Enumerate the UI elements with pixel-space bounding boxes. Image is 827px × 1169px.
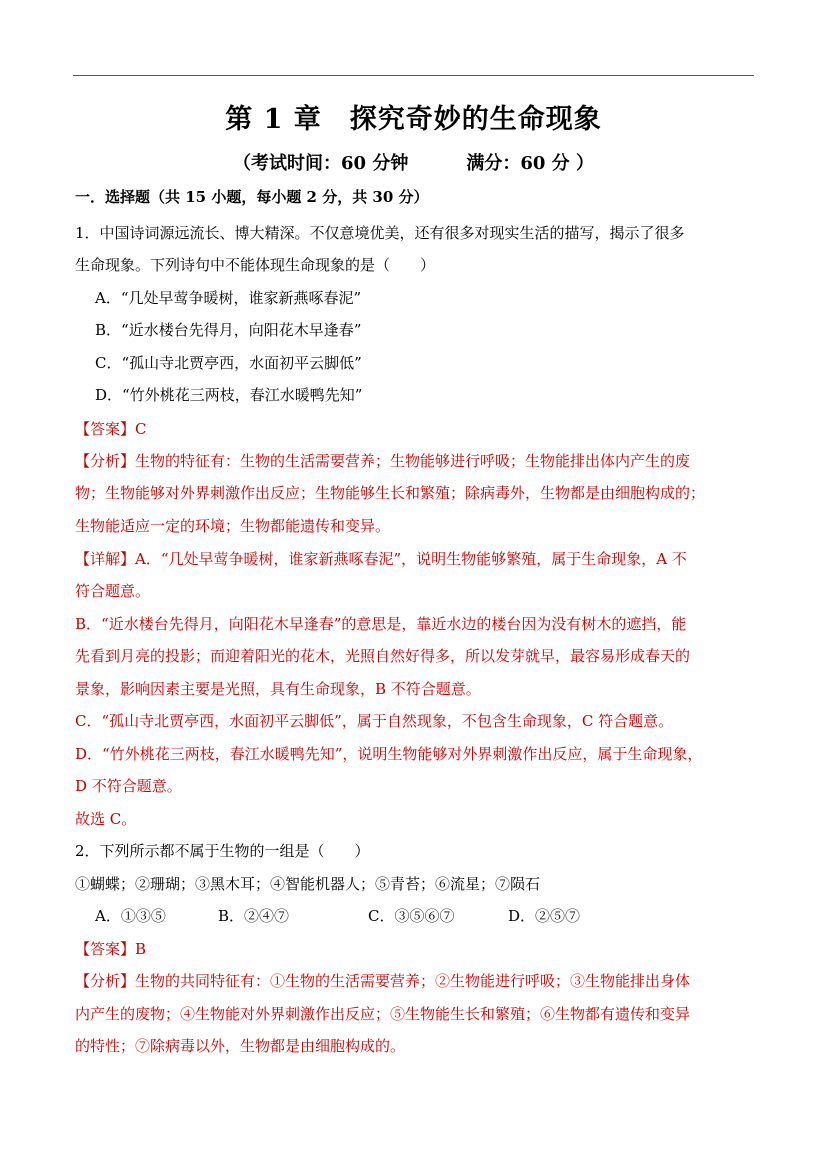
answer-tag: 【答案】	[75, 940, 136, 958]
section-heading: 一．选择题（共 15 小题，每小题 2 分，共 30 分）	[75, 188, 429, 206]
q2-option-c: C．③⑤⑥⑦	[368, 907, 455, 925]
analysis-tag: 【分析】	[75, 972, 136, 990]
q1-detail-line9: 故选 C。	[75, 810, 137, 828]
q1-analysis-line2: 物；生物能够对外界刺激作出反应；生物能够生长和繁殖；除病毒外，生物都是由细胞构成的；	[75, 484, 706, 502]
exam-info	[0, 150, 827, 178]
q1-detail-line7: D．“竹外桃花三两枝，春江水暖鸭先知”，说明生物能够对外界刺激作出反应，属于生命现象，	[75, 745, 703, 763]
q1-stem-line1: 1．中国诗词源远流长、博大精深。不仅意境优美，还有很多对现实生活的描写，揭示了很多	[75, 224, 685, 242]
full-score: 满分：60 分 ）	[466, 153, 594, 174]
answer-value: C	[135, 420, 147, 438]
q1-detail-line4: 先看到月亮的投影；而迎着阳光的花木，光照自然好得多，所以发芽就早，最容易形成春天的	[75, 647, 691, 665]
q2-analysis-line1: 【分析】生物的共同特征有：①生物的生活需要营养；②生物能进行呼吸；③生物能排出身体	[75, 972, 691, 990]
exam-time: （考试时间：60 分钟	[233, 153, 409, 174]
q1-answer	[75, 418, 755, 440]
analysis-tag: 【分析】	[75, 452, 136, 470]
q2-options	[95, 905, 775, 927]
q1-option-a: A．“几处早莺争暖树，谁家新燕啄春泥”	[95, 289, 362, 307]
q1-detail-line2: 符合题意。	[75, 582, 151, 600]
detail-tag: 【详解】	[75, 550, 136, 568]
q2-option-a: A．①③⑤	[95, 907, 166, 925]
q1-detail-line6: C．“孤山寺北贾亭西，水面初平云脚低”，属于自然现象，不包含生命现象，C 符合题意。	[75, 712, 674, 730]
q1-stem-line2: 生命现象。下列诗句中不能体现生命现象的是（ ）	[75, 256, 436, 274]
q1-analysis-line3: 生物能适应一定的环境；生物都能遗传和变异。	[75, 517, 391, 535]
page-title: 第 1 章 探究奇妙的生命现象	[225, 104, 602, 135]
q2-analysis-line3: 的特性；⑦除病毒以外，生物都是由细胞构成的。	[75, 1037, 406, 1055]
answer-value: B	[135, 940, 147, 958]
q2-items: ①蝴蝶；②珊瑚；③黑木耳；④智能机器人；⑤青苔；⑥流星；⑦陨石	[75, 875, 541, 893]
q2-option-b: B．②④⑦	[218, 907, 290, 925]
q1-detail-line8: D 不符合题意。	[75, 777, 182, 795]
q2-analysis-line2: 内产生的废物；④生物能对外界刺激作出反应；⑤生物能生长和繁殖；⑥生物都有遗传和变异	[75, 1005, 691, 1023]
q1-analysis-line1: 【分析】生物的特征有：生物的生活需要营养；生物能够进行呼吸；生物能排出体内产生的废	[75, 452, 691, 470]
q1-detail-line3: B．“近水楼台先得月，向阳花木早逢春”的意思是，靠近水边的楼台因为没有树木的遮挡，能	[75, 615, 687, 633]
header-rule	[73, 75, 754, 76]
q1-detail-line5: 景象，影响因素主要是光照，具有生命现象，B 不符合题意。	[75, 680, 481, 698]
q2-answer	[75, 938, 755, 960]
q2-stem: 2．下列所示都不属于生物的一组是（ ）	[75, 842, 370, 860]
q2-option-d: D．②⑤⑦	[508, 907, 581, 925]
answer-tag: 【答案】	[75, 420, 136, 438]
q1-option-c: C．“孤山寺北贾亭西，水面初平云脚低”	[95, 354, 362, 372]
q1-detail-line1: 【详解】A．“几处早莺争暖树，谁家新燕啄春泥”，说明生物能够繁殖，属于生命现象，A 不	[75, 550, 687, 568]
q1-option-d: D．“竹外桃花三两枝，春江水暖鸭先知”	[95, 386, 363, 404]
q1-option-b: B．“近水楼台先得月，向阳花木早逢春”	[95, 321, 362, 339]
